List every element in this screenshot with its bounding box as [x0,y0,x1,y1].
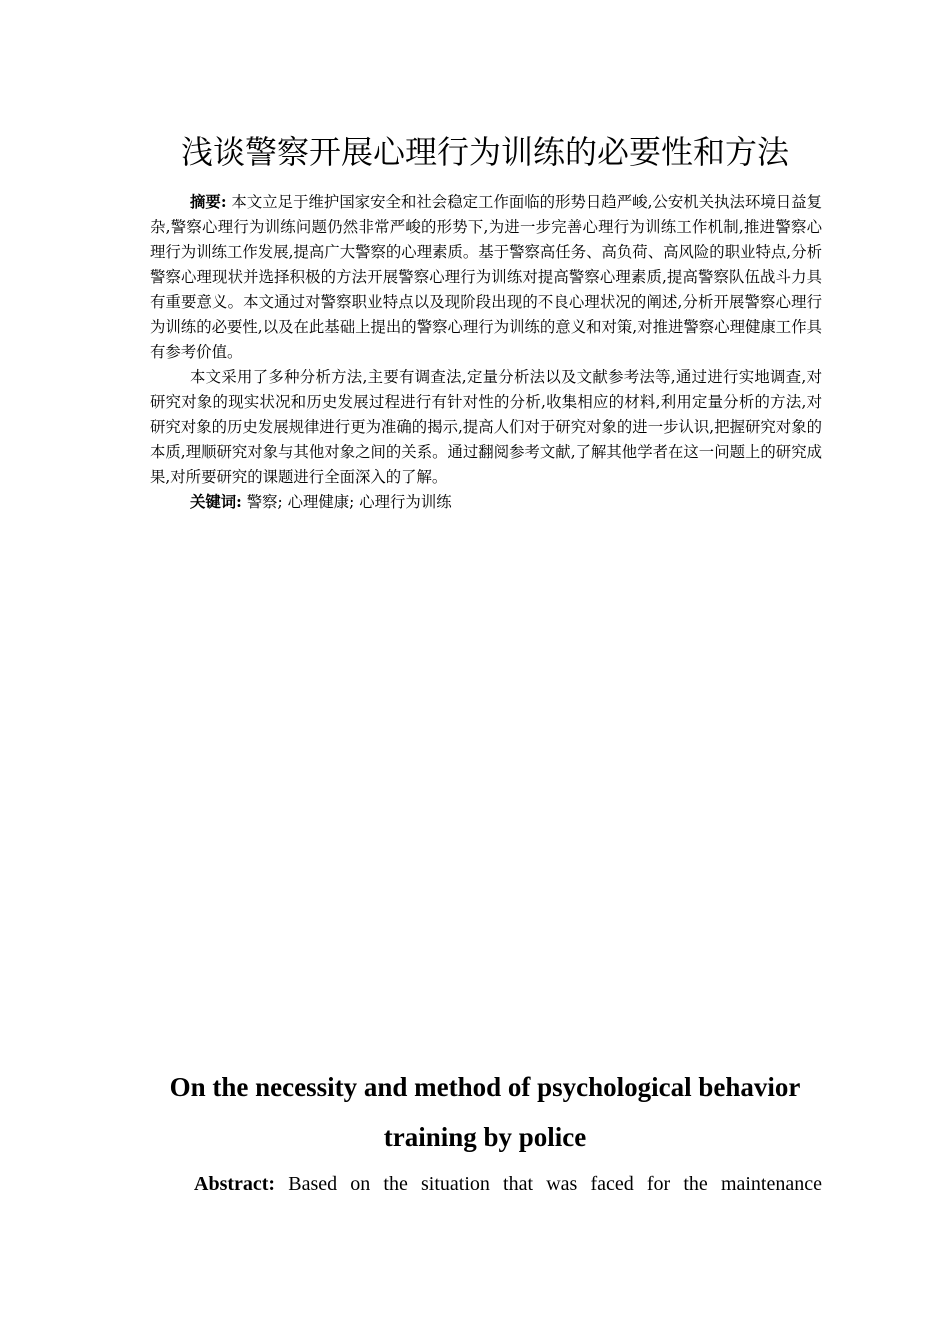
chinese-abstract [150,190,822,515]
abstract-text-1: 本文立足于维护国家安全和社会稳定工作面临的形势日趋严峻,公安机关执法环境日益复杂,警察心理行为训练问题仍然非常严峻的形势下,为进一步完善心理行为训练工作机制,推进警察心理行为训练工作发展,提高广大警察的心理素质。基于警察高任务、高负荷、高风险的职业特点,分析警察心理现状并选择积极的方法开展警察心理行为训练对提高警察心理素质,提高警察队伍战斗力具有重要意义。本文通过对警察职业特点以及现阶段出现的不良心理状况的阐述,分析开展警察心理行为训练的必要性,以及在此基础上提出的警察心理行为训练的意义和对策,对推进警察心理健康工作具有参考价值。 [150,193,822,361]
english-title: On the necessity and method of psychological behavior training by police [169,1072,801,1152]
keywords-line [150,490,822,515]
english-abstract [150,1169,822,1199]
english-abstract-text: Based on the situation that was faced for the maintenance [275,1173,822,1195]
keywords-text: 警察; 心理健康; 心理行为训练 [241,493,452,511]
keywords-label: 关键词: [190,493,242,511]
abstract-paragraph-2: 本文采用了多种分析方法,主要有调查法,定量分析法以及文献参考法等,通过进行实地调查,对研究对象的现实状况和历史发展过程进行有针对性的分析,收集相应的材料,利用定量分析的方法,对研究对象的历史发展规律进行更为准确的揭示,提高人们对于研究对象的进一步认识,把握研究对象的本质,理顺研究对象与其他对象之间的关系。通过翻阅参考文献,了解其他学者在这一问题上的研究成果,对所要研究的课题进行全面深入的了解。 [150,368,822,486]
chinese-title: 浅谈警察开展心理行为训练的必要性和方法 [180,133,789,171]
abstract-paragraph-1 [150,190,822,365]
abstract-label: 摘要: [190,193,227,211]
english-abstract-label: Abstract: [194,1173,276,1195]
